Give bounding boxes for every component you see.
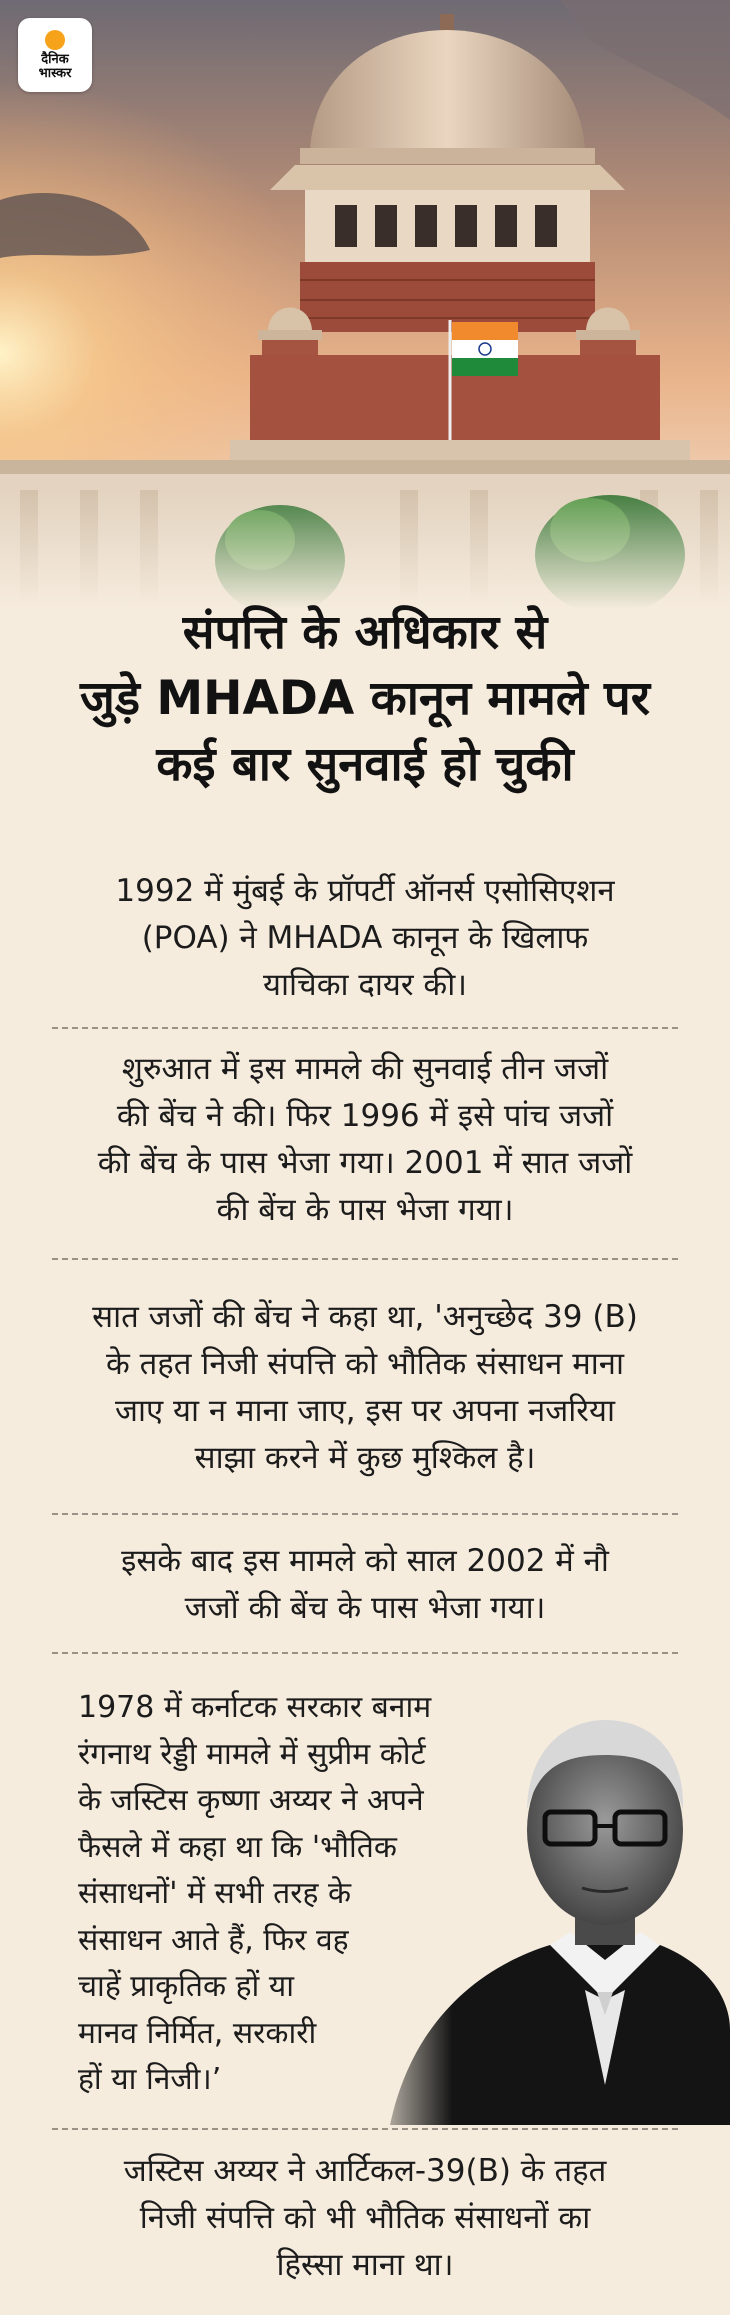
section-text-line: चाहें प्राकृतिक हों या	[78, 1969, 295, 2004]
brand-logo	[18, 18, 92, 92]
section-text-line: जजों की बेंच के पास भेजा गया।	[184, 1590, 546, 1626]
section-text-line: याचिका दायर की।	[262, 967, 467, 1003]
section-text-line: मानव निर्मित, सरकारी	[78, 2015, 317, 2051]
logo-text-line-1: दैनिक	[41, 51, 69, 67]
headline-line: कई बार सुनवाई हो चुकी	[156, 737, 574, 792]
dashed-divider	[52, 1652, 678, 1654]
dashed-divider	[52, 1258, 678, 1260]
section-text-line: निजी संपत्ति को भी भौतिक संसाधनों का	[139, 2200, 591, 2236]
section-text-line: फैसले में कहा था कि 'भौतिक	[78, 1829, 397, 1865]
dashed-divider	[52, 1513, 678, 1515]
section-text-line: 1992 में मुंबई के प्रॉपर्टी ऑनर्स एसोसिएशन	[115, 873, 615, 909]
dashed-divider	[52, 2128, 678, 2130]
headline	[0, 600, 730, 798]
section-text-line: के जस्टिस कृष्णा अय्यर ने अपने	[78, 1783, 424, 1818]
section-text-line: 1978 में कर्नाटक सरकार बनाम	[78, 1690, 432, 1725]
section-text-line: की बेंच ने की। फिर 1996 में इसे पांच जजों	[116, 1098, 614, 1134]
section-text-line: साझा करने में कुछ मुश्किल है।	[194, 1440, 536, 1476]
section-text-line: हिस्सा माना था।	[276, 2247, 454, 2283]
section-krishna-iyer-quote	[78, 1685, 498, 2104]
section-text-line: इसके बाद इस मामले को साल 2002 में नौ	[121, 1543, 609, 1579]
headline-line: जुड़े MHADA कानून मामले पर	[80, 671, 650, 726]
section-text-line: शुरुआत में इस मामले की सुनवाई तीन जजों	[121, 1051, 609, 1087]
section-text-line: संसाधन आते हैं, फिर वह	[78, 1922, 349, 1958]
section-nine-judge-bench	[40, 1538, 690, 1632]
section-text-line: हों या निजी।’	[78, 2062, 222, 2097]
section-seven-judge-bench	[40, 1294, 690, 1482]
dashed-divider	[52, 1027, 678, 1029]
section-bench-history	[40, 1046, 690, 1234]
sun-icon	[45, 30, 65, 50]
section-text-line: की बेंच के पास भेजा गया। 2001 में सात जजों	[97, 1145, 633, 1181]
section-poa-petition	[40, 868, 690, 1009]
section-text-line: संसाधनों' में सभी तरह के	[78, 1876, 352, 1911]
headline-line: संपत्ति के अधिकार से	[182, 605, 548, 660]
section-article-39b	[40, 2148, 690, 2289]
section-text-line: रंगनाथ रेड्डी मामले में सुप्रीम कोर्ट	[78, 1736, 426, 1772]
logo-text-line-2: भास्कर	[38, 65, 72, 81]
section-text-line: (POA) ने MHADA कानून के खिलाफ	[141, 920, 589, 956]
section-text-line: सात जजों की बेंच ने कहा था, 'अनुच्छेद 39 (B)	[92, 1299, 638, 1335]
hero-image-supreme-court	[0, 0, 730, 610]
section-text-line: जस्टिस अय्यर ने आर्टिकल-39(B) के तहत	[123, 2153, 607, 2189]
section-text-line: जाए या न माना जाए, इस पर अपना नजरिया	[115, 1393, 615, 1429]
section-text-line: की बेंच के पास भेजा गया।	[216, 1192, 514, 1228]
section-text-line: के तहत निजी संपत्ति को भौतिक संसाधन माना	[105, 1346, 625, 1382]
